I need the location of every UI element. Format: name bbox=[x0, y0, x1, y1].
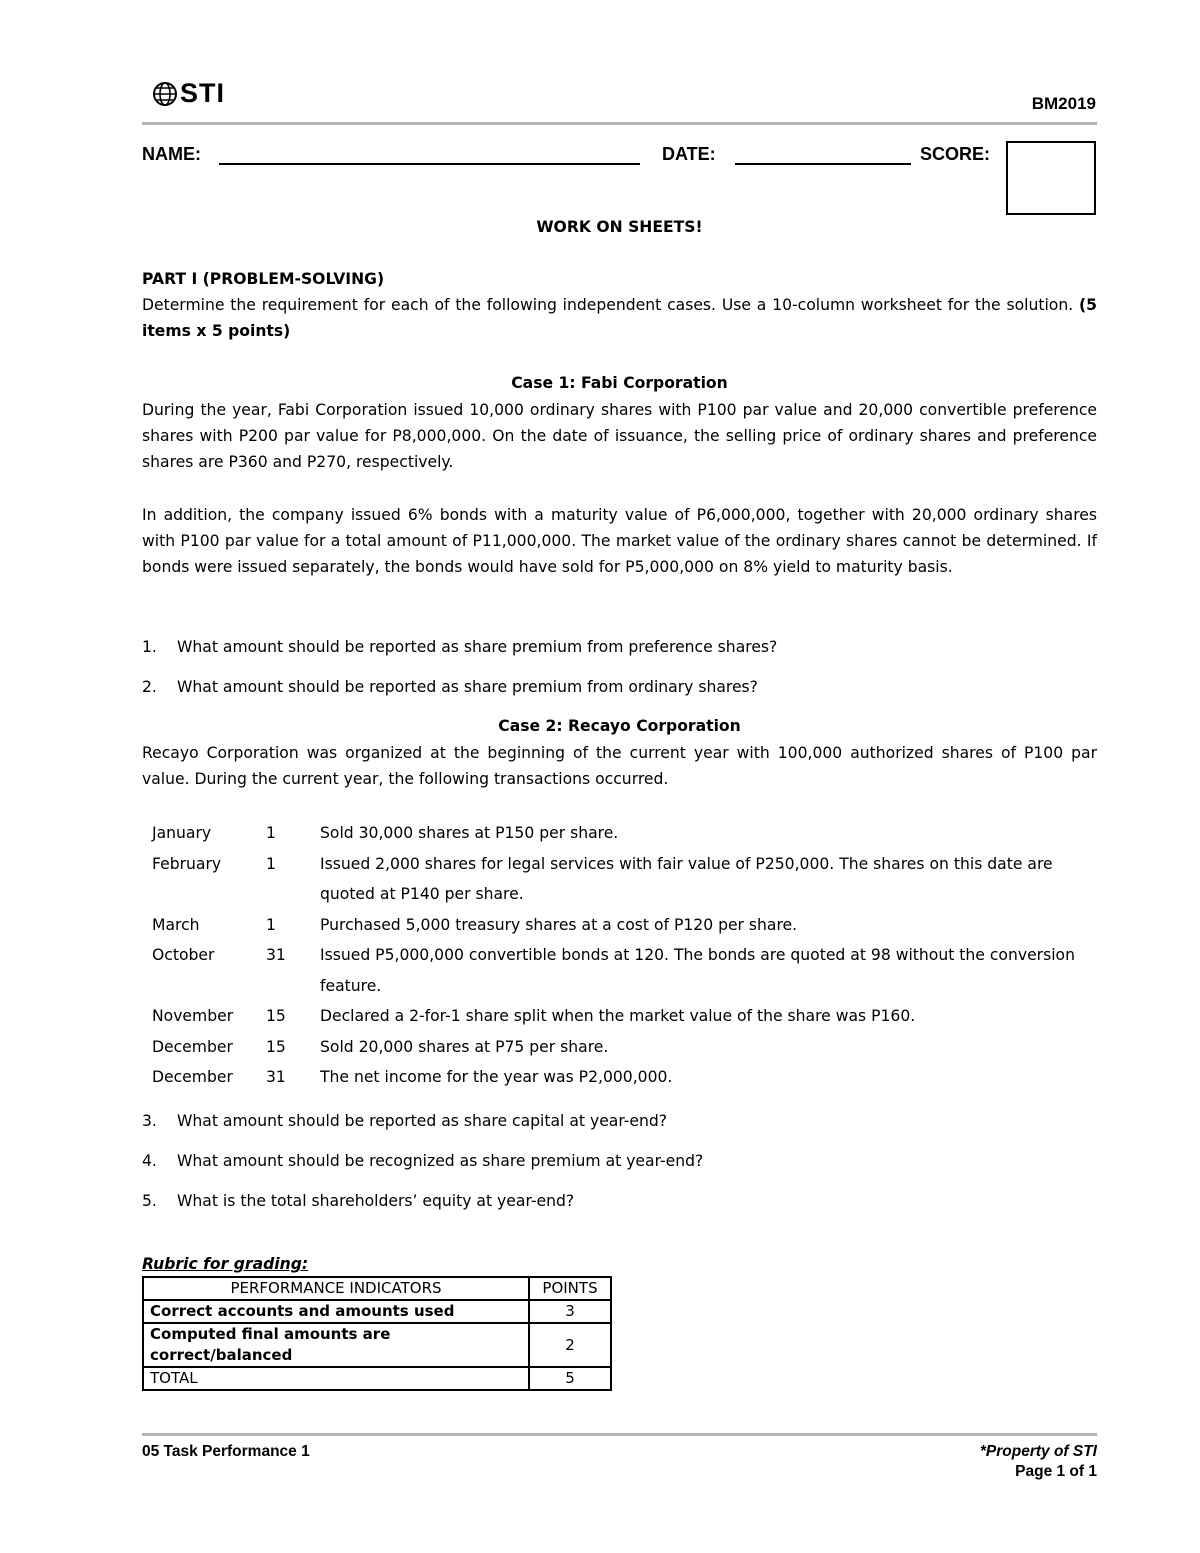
question-text: What is the total shareholders’ equity at year-end? bbox=[177, 1192, 575, 1210]
sti-logo bbox=[152, 80, 225, 107]
course-code: BM2019 bbox=[1031, 94, 1096, 113]
transaction-text: The net income for the year was P2,000,000. bbox=[320, 1068, 673, 1086]
question-3 bbox=[142, 1108, 1097, 1134]
rubric-row bbox=[143, 1367, 611, 1390]
question-number: 2. bbox=[142, 678, 157, 696]
rubric-header-row bbox=[143, 1277, 611, 1300]
question-text: What amount should be reported as share capital at year-end? bbox=[177, 1112, 668, 1130]
question-1 bbox=[142, 634, 1097, 660]
question-number: 1. bbox=[142, 638, 157, 656]
transaction-row bbox=[152, 940, 1097, 1001]
transaction-row bbox=[152, 910, 1097, 941]
rubric-indicator: Computed final amounts are correct/balanced bbox=[143, 1323, 529, 1367]
transaction-text: Issued 2,000 shares for legal services with fair value of P250,000. The shares on this date are quoted at P140 per share. bbox=[320, 854, 1053, 903]
part-intro bbox=[142, 292, 1097, 344]
rubric-points: 3 bbox=[529, 1300, 611, 1323]
transaction-text: Sold 30,000 shares at P150 per share. bbox=[320, 824, 619, 842]
transaction-month: October bbox=[152, 946, 215, 964]
rubric-title: Rubric for grading: bbox=[142, 1255, 309, 1273]
case2-intro: Recayo Corporation was organized at the beginning of the current year with 100,000 authorized shares of P100 par value. During the current year, the following transactions occurred. bbox=[142, 744, 1097, 788]
transaction-row bbox=[152, 1062, 1097, 1093]
transaction-month: November bbox=[152, 1007, 234, 1025]
transaction-day: 1 bbox=[266, 854, 276, 873]
rubric-header-points: POINTS bbox=[529, 1277, 611, 1300]
rubric-points: 5 bbox=[529, 1367, 611, 1390]
transaction-day: 1 bbox=[266, 824, 276, 842]
transaction-month: March bbox=[152, 915, 200, 934]
transaction-day: 31 bbox=[266, 1068, 286, 1086]
transaction-text: Issued P5,000,000 convertible bonds at 120. The bonds are quoted at 98 without the conversion feature. bbox=[320, 946, 1075, 995]
case2-title: Case 2: Recayo Corporation bbox=[498, 717, 741, 735]
header-divider bbox=[142, 122, 1097, 125]
case1-paragraph-2: In addition, the company issued 6% bonds with a maturity value of P6,000,000, together with 20,000 ordinary shares with P100 par value for a total amount of P11,000,000. The market value of the ordinary shares cannot be determined. If bonds were issued separately, the bonds would have sold for P5,000,000 on 8% yield to maturity basis. bbox=[142, 506, 1097, 576]
rubric-table bbox=[142, 1276, 612, 1391]
question-number: 4. bbox=[142, 1152, 157, 1170]
name-label: NAME: bbox=[142, 144, 201, 164]
globe-icon bbox=[152, 81, 178, 107]
score-label: SCORE: bbox=[920, 144, 991, 164]
transaction-text: Declared a 2-for-1 share split when the market value of the share was P160. bbox=[320, 1007, 916, 1025]
footer-page-number: Page 1 of 1 bbox=[1015, 1463, 1097, 1480]
rubric-points: 2 bbox=[529, 1323, 611, 1367]
date-field[interactable] bbox=[735, 163, 911, 165]
case1-paragraph-1: During the year, Fabi Corporation issued 10,000 ordinary shares with P100 par value and 20,000 convertible preference shares with P200 par value for P8,000,000. On the date of issuance, the selling price of ordinary shares and preference shares are P360 and P270, respectively. bbox=[142, 401, 1097, 471]
transaction-row bbox=[152, 1001, 1097, 1032]
date-label: DATE: bbox=[662, 144, 716, 164]
transaction-day: 15 bbox=[266, 1037, 286, 1056]
question-number: 5. bbox=[142, 1192, 157, 1210]
transaction-day: 15 bbox=[266, 1007, 286, 1025]
question-text: What amount should be reported as share premium from ordinary shares? bbox=[177, 678, 758, 696]
transaction-day: 1 bbox=[266, 915, 276, 934]
transaction-month: January bbox=[152, 824, 212, 842]
transaction-row bbox=[152, 818, 1097, 849]
rubric-indicator: TOTAL bbox=[143, 1367, 529, 1390]
question-5 bbox=[142, 1188, 1097, 1214]
question-text: What amount should be reported as share premium from preference shares? bbox=[177, 638, 778, 656]
case1-title: Case 1: Fabi Corporation bbox=[511, 374, 728, 392]
footer-task-title: 05 Task Performance 1 bbox=[142, 1443, 310, 1460]
transactions-list bbox=[152, 818, 1097, 1093]
transaction-text: Sold 20,000 shares at P75 per share. bbox=[320, 1037, 609, 1056]
instruction-title: WORK ON SHEETS! bbox=[536, 218, 703, 236]
logo-text: STI bbox=[180, 78, 226, 108]
part-intro-text: Determine the requirement for each of the following independent cases. Use a 10-column worksheet for the solution. bbox=[142, 296, 1074, 314]
rubric-header-indicators: PERFORMANCE INDICATORS bbox=[143, 1277, 529, 1300]
question-number: 3. bbox=[142, 1112, 157, 1130]
footer-property: *Property of STI bbox=[979, 1443, 1097, 1460]
transaction-month: February bbox=[152, 854, 222, 873]
rubric-indicator: Correct accounts and amounts used bbox=[143, 1300, 529, 1323]
transaction-row bbox=[152, 849, 1097, 910]
footer-divider bbox=[142, 1433, 1097, 1436]
points-note: (5 items x 5 points) bbox=[142, 296, 1097, 340]
rubric-row bbox=[143, 1323, 611, 1367]
rubric-row bbox=[143, 1300, 611, 1323]
transaction-text: Purchased 5,000 treasury shares at a cost of P120 per share. bbox=[320, 915, 798, 934]
question-text: What amount should be recognized as share premium at year-end? bbox=[177, 1152, 704, 1170]
transaction-month: December bbox=[152, 1068, 233, 1086]
transaction-day: 31 bbox=[266, 946, 286, 964]
name-field[interactable] bbox=[219, 163, 640, 165]
transaction-month: December bbox=[152, 1037, 233, 1056]
transaction-row bbox=[152, 1032, 1097, 1063]
score-box[interactable] bbox=[1006, 141, 1096, 215]
question-2 bbox=[142, 674, 1097, 700]
part-title: PART I (PROBLEM-SOLVING) bbox=[142, 270, 385, 288]
question-4 bbox=[142, 1148, 1097, 1174]
